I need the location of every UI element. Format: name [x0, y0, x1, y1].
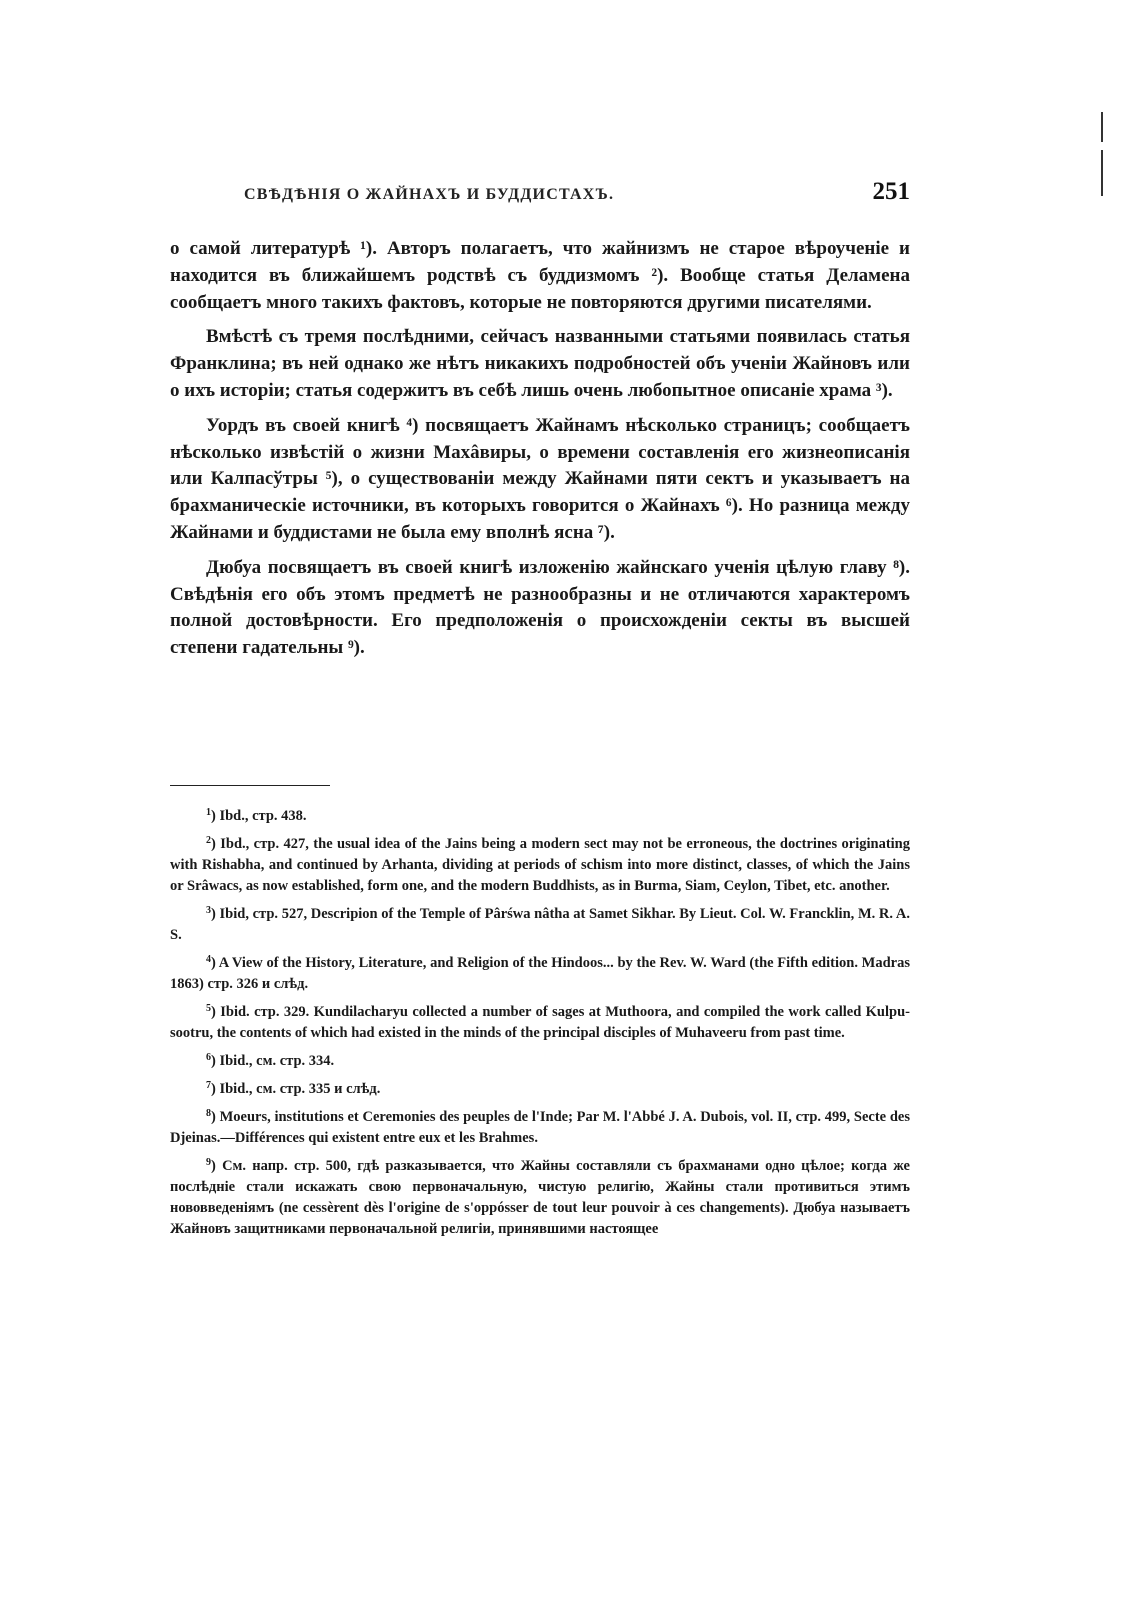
footnote-text: A View of the History, Literature, and Religion of the Hindoos... by the Rev. W. Ward (the Fifth edition. Madras 1863) стр. 326 и слѣд.: [170, 955, 910, 992]
footnote-marker: 1: [206, 807, 211, 818]
footnote-marker: 4: [206, 954, 211, 965]
footnote-text: Moeurs, institutions et Ceremonies des peuples de l'Inde; Par M. l'Abbé J. A. Dubois, vol. II, стр. 499, Secte des Djeinas.—Différences qui existent entre eux et les Brahmes.: [170, 1109, 910, 1146]
footnote-text: Ibd., стр. 438.: [219, 808, 307, 824]
footnote-text: Ibid., см. стр. 334.: [219, 1053, 335, 1069]
footnote-text: Ibid. стр. 329. Kundilacharyu collected a number of sages at Muthoora, and compiled the work called Kulpu-sootru, the contents of which had existed in the minds of the principal disciples of Muhaveeru from past time.: [170, 1004, 910, 1041]
footnotes: [170, 802, 910, 1243]
paragraph: Уордъ въ своей книгѣ ⁴) посвящаетъ Жайнамъ нѣсколько страницъ; сообщаетъ нѣсколько извѣстій о жизни Махâвиры, о времени составленія его жизнеописанія или Калпасўтры ⁵), о существованіи между Жайнами пяти сектъ и указываетъ на брахманическіе источники, въ которыхъ говорится о Жайнахъ ⁶). Но разница между Жайнами и буддистами не была ему вполнѣ ясна ⁷).: [170, 414, 910, 543]
footnote-divider: [170, 785, 330, 786]
scan-edge-mark: [1101, 112, 1103, 142]
footnote: $^2$) Ibd., стр. 427, the usual idea of the Jains being a modern sect may not be erroneous, the doctrines originating with Rishabha, and continued by Arhanta, dividing at periods of schism into more distinct, classes, of which the Jains or Srâwacs, as now established, form one, and the modern Buddhists, as in Burma, Siam, Ceylon, Tibet, etc. another.: [170, 835, 910, 894]
scan-edge-mark: [1101, 150, 1103, 196]
footnote: $^4$) A View of the History, Literature, and Religion of the Hindoos... by the Rev. W. Ward (the Fifth edition. Madras 1863) стр. 326 и слѣд.: [170, 954, 910, 992]
paragraph: о самой литературѣ ¹). Авторъ полагаетъ, что жайнизмъ не старое вѣроученіе и находится въ ближайшемъ родствѣ съ буддизмомъ ²). Вообще статья Деламена сообщаетъ много такихъ фактовъ, которые не повторяются другими писателями.: [170, 238, 910, 313]
page-number: 251: [872, 178, 910, 205]
footnote: $^9$) См. напр. стр. 500, гдѣ разказывается, что Жайны составляли съ брахманами одно цѣлое; когда же послѣдніе стали искажать свою первоначальную, чистую религію, Жайны стали противиться этимъ нововведеніямъ (ne cessèrent dès l'origine de s'oppósser de tout leur pouvoir à ces changements). Дюбуа называетъ Жайновъ защитниками первоначальной религіи, принявшими настоящее: [170, 1157, 910, 1237]
paragraph: Дюбуа посвящаетъ въ своей книгѣ изложенію жайнскаго ученія цѣлую главу ⁸). Свѣдѣнія его объ этомъ предметѣ не разнообразны и не отличаются характеромъ полной достовѣрности. Его предположенія о происхожденіи секты въ высшей степени гадательны ⁹).: [170, 556, 910, 659]
footnote-marker: 6: [206, 1052, 211, 1063]
footnote-marker: 7: [206, 1080, 211, 1091]
footnote: $^8$) Moeurs, institutions et Ceremonies des peuples de l'Inde; Par M. l'Abbé J. A. Dubois, vol. II, стр. 499, Secte des Djeinas.—Différences qui existent entre eux et les Brahmes.: [170, 1108, 910, 1146]
footnote: $^6$) Ibid., см. стр. 334.: [206, 1052, 335, 1069]
footnote-marker: 3: [206, 905, 211, 916]
main-text: [170, 236, 910, 670]
footnote-text: См. напр. стр. 500, гдѣ разказывается, что Жайны составляли съ брахманами одно цѣлое; когда же послѣдніе стали искажать свою первоначальную, чистую религію, Жайны стали противиться этимъ нововведеніямъ (ne cessèrent dès l'origine de s'oppósser de tout leur pouvoir à ces changements). Дюбуа называетъ Жайновъ защитниками первоначальной религіи, принявшими настоящее: [170, 1158, 910, 1237]
footnote: $^1$) Ibd., стр. 438.: [206, 807, 307, 824]
footnote-marker: 9: [206, 1157, 211, 1168]
footnote-marker: 8: [206, 1108, 211, 1119]
footnote: $^7$) Ibid., см. стр. 335 и слѣд.: [206, 1080, 381, 1097]
page-header: [172, 178, 910, 212]
footnote-text: Ibd., стр. 427, the usual idea of the Jains being a modern sect may not be erroneous, the doctrines originating with Rishabha, and continued by Arhanta, dividing at periods of schism into more distinct, classes, of which the Jains or Srâwacs, as now established, form one, and the modern Buddhists, as in Burma, Siam, Ceylon, Tibet, etc. another.: [170, 836, 910, 894]
footnote-marker: 5: [206, 1003, 211, 1014]
footnote: $^5$) Ibid. стр. 329. Kundilacharyu collected a number of sages at Muthoora, and compiled the work called Kulpu-sootru, the contents of which had existed in the minds of the principal disciples of Muhaveeru from past time.: [170, 1003, 910, 1041]
footnote: $^3$) Ibid, стр. 527, Descripion of the Temple of Pârśwa nâtha at Samet Sikhar. By Lieut. Col. W. Francklin, M. R. A. S.: [170, 905, 910, 943]
footnote-text: Ibid., см. стр. 335 и слѣд.: [219, 1081, 381, 1097]
footnote-text: Ibid, стр. 527, Descripion of the Temple of Pârśwa nâtha at Samet Sikhar. By Lieut. Col. W. Francklin, M. R. A. S.: [170, 906, 910, 943]
running-head: СВѢДѢНІЯ О ЖАЙНАХЪ И БУДДИСТАХЪ.: [244, 186, 615, 203]
footnote-marker: 2: [206, 835, 211, 846]
paragraph: Вмѣстѣ съ тремя послѣдними, сейчасъ названными статьями появилась статья Франклина; въ ней однако же нѣтъ никакихъ подробностей объ ученіи Жайновъ или о ихъ исторіи; статья содержитъ въ себѣ лишь очень любопытное описаніе храма ³).: [170, 326, 910, 401]
